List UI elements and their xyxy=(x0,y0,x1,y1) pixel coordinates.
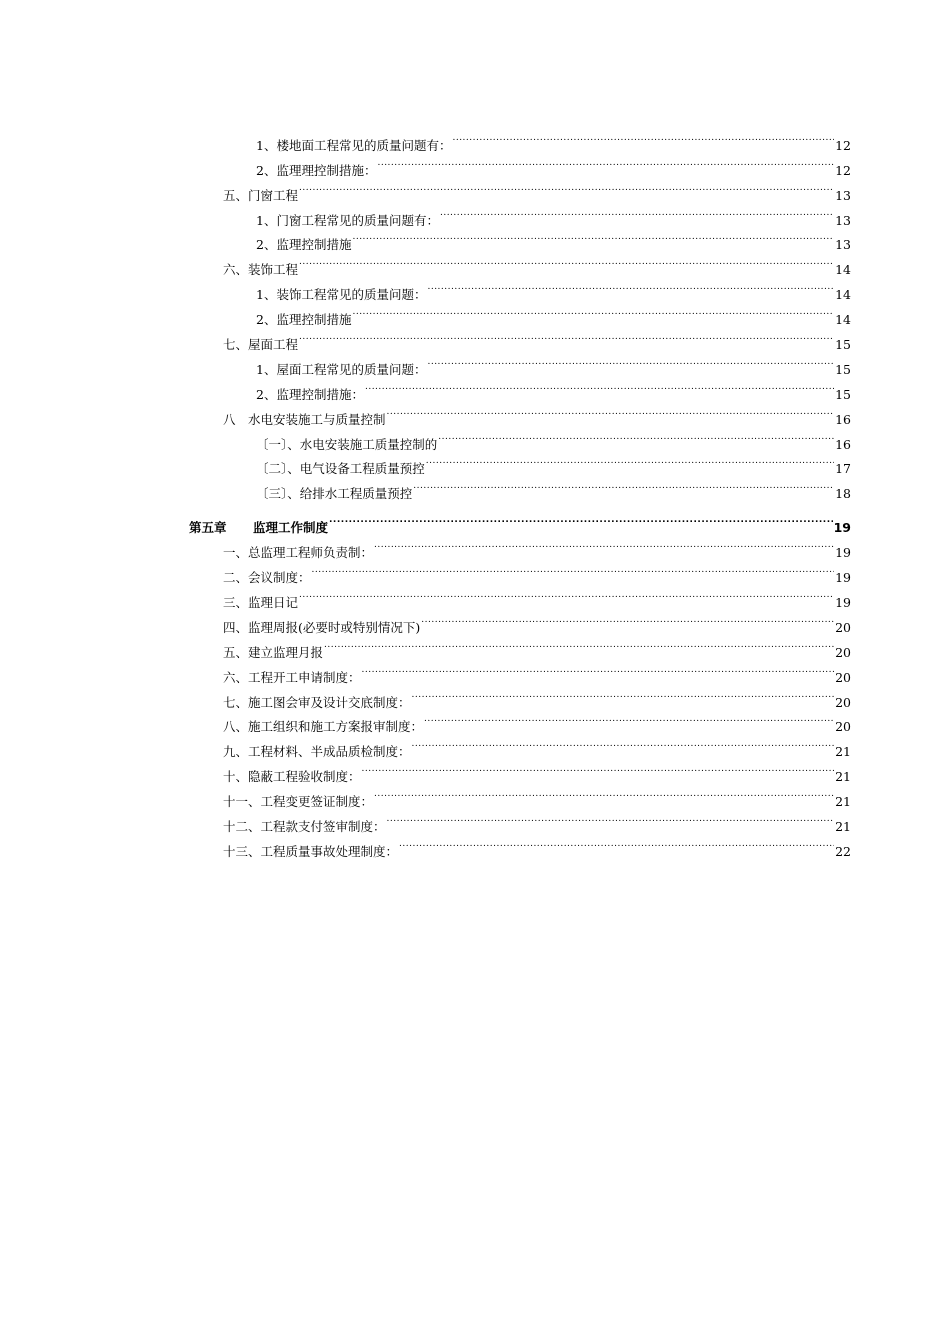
chapter-number: 第五章 xyxy=(189,520,227,536)
toc-entry-title: 五、建立监理月报 xyxy=(223,644,324,660)
toc-entry-page: 19 xyxy=(835,595,851,611)
toc-entry-page: 15 xyxy=(835,361,851,377)
toc-entry-page: 20 xyxy=(835,694,851,710)
toc-dot-leader xyxy=(411,731,835,756)
toc-dot-leader xyxy=(437,424,834,449)
chapter-title: 监理工作制度 xyxy=(253,520,329,536)
toc-entry-title: 十三、工程质量事故处理制度： xyxy=(223,843,399,859)
toc-entry-page: 13 xyxy=(835,237,851,253)
toc-dot-leader xyxy=(298,324,834,349)
toc-dot-leader xyxy=(323,632,834,657)
toc-entry[interactable] xyxy=(223,175,851,203)
toc-entry-page: 12 xyxy=(835,162,851,178)
toc-dot-leader xyxy=(298,582,834,607)
toc-dot-leader xyxy=(298,175,834,200)
toc-dot-leader xyxy=(364,374,834,399)
toc-dot-leader xyxy=(351,225,834,250)
toc-entry[interactable] xyxy=(256,125,851,153)
toc-entry[interactable] xyxy=(256,449,851,477)
toc-entry-title: 〔二〕、电气设备工程质量预控 xyxy=(256,461,425,477)
toc-entry-page: 14 xyxy=(835,262,851,278)
toc-entry-title: 〔三〕、给排水工程质量预控 xyxy=(256,486,413,502)
toc-dot-leader xyxy=(439,200,834,225)
toc-entry[interactable] xyxy=(256,299,851,328)
toc-entry-title: 五、门窗工程 xyxy=(223,187,299,203)
toc-entry-title: 2、监理控制措施 xyxy=(256,237,352,253)
toc-entry[interactable] xyxy=(223,607,851,635)
toc-dot-leader xyxy=(423,707,834,732)
toc-entry-title: 1、门窗工程常见的质量问题有： xyxy=(256,212,439,228)
toc-entry-title: 十、隐蔽工程验收制度： xyxy=(223,769,361,785)
toc-dot-leader xyxy=(425,449,834,474)
toc-dot-leader xyxy=(386,806,835,831)
toc-dot-leader xyxy=(412,473,834,498)
toc-entry[interactable] xyxy=(223,532,851,561)
toc-entry[interactable] xyxy=(223,682,851,710)
toc-entry[interactable] xyxy=(223,557,851,586)
toc-dot-leader xyxy=(398,831,834,856)
toc-entry-page: 18 xyxy=(835,486,851,502)
toc-entry-page: 19 xyxy=(835,570,851,586)
toc-dot-leader xyxy=(386,399,835,424)
toc-entry-page: 15 xyxy=(835,386,851,402)
toc-dot-leader xyxy=(411,682,835,707)
toc-entry-title: 六、工程开工申请制度： xyxy=(223,669,361,685)
toc-entry-page: 12 xyxy=(835,137,851,153)
toc-entry[interactable] xyxy=(256,150,851,178)
toc-entry[interactable] xyxy=(223,731,851,760)
toc-dot-leader xyxy=(451,125,834,150)
toc-dot-leader xyxy=(311,557,835,582)
toc-entry-page: 21 xyxy=(835,819,851,835)
toc-dot-leader xyxy=(298,249,834,274)
toc-entry[interactable] xyxy=(223,781,851,810)
toc-entry-title: 七、屋面工程 xyxy=(223,337,299,353)
toc-entry-title: 六、装饰工程 xyxy=(223,262,299,278)
toc-entry-page: 16 xyxy=(835,436,851,452)
toc-entry-title: 2、监理控制措施： xyxy=(256,386,364,402)
toc-entry-title: 一、总监理工程师负责制： xyxy=(223,545,374,561)
toc-entry-page: 20 xyxy=(835,719,851,735)
toc-entry-title: 九、工程材料、半成品质检制度： xyxy=(223,744,411,760)
toc-entry-title: 八 水电安装施工与质量控制 xyxy=(223,411,386,427)
toc-entry-page: 20 xyxy=(835,644,851,660)
toc-entry-page: 19 xyxy=(835,545,851,561)
toc-entry-page: 21 xyxy=(835,744,851,760)
toc-entry[interactable] xyxy=(223,632,851,660)
toc-dot-leader xyxy=(420,607,834,632)
table-of-contents xyxy=(0,125,950,859)
toc-entry-title: 1、屋面工程常见的质量问题： xyxy=(256,361,427,377)
toc-dot-leader xyxy=(376,150,834,175)
toc-entry-title: 三、监理日记 xyxy=(223,595,299,611)
toc-dot-leader xyxy=(426,274,834,299)
toc-entry-page: 16 xyxy=(835,411,851,427)
toc-dot-leader xyxy=(351,299,834,324)
toc-dot-leader xyxy=(361,756,835,781)
toc-entry-title: 十一、工程变更签证制度： xyxy=(223,794,374,810)
toc-entry-page: 14 xyxy=(835,287,851,303)
toc-entry[interactable] xyxy=(256,424,851,452)
toc-entry[interactable] xyxy=(223,582,851,611)
toc-entry[interactable] xyxy=(256,374,851,402)
toc-dot-leader xyxy=(426,349,834,374)
toc-entry-page: 19 xyxy=(833,520,851,536)
toc-entry-page: 14 xyxy=(835,312,851,328)
toc-entry[interactable] xyxy=(223,657,851,685)
toc-entry-title: 2、监理理控制措施： xyxy=(256,162,377,178)
toc-entry-title: 1、楼地面工程常见的质量问题有： xyxy=(256,137,452,153)
toc-entry[interactable] xyxy=(256,274,851,303)
toc-dot-leader xyxy=(361,657,835,682)
toc-entry[interactable] xyxy=(256,473,851,502)
toc-entry-title: 2、监理控制措施 xyxy=(256,312,352,328)
toc-entry-title: 二、会议制度： xyxy=(223,570,311,586)
toc-entry[interactable] xyxy=(223,324,851,353)
toc-dot-leader xyxy=(373,781,834,806)
toc-entry[interactable] xyxy=(223,806,851,835)
toc-entry-page: 13 xyxy=(835,187,851,203)
toc-entry[interactable] xyxy=(256,200,851,228)
toc-dot-leader xyxy=(328,506,833,532)
toc-entry[interactable] xyxy=(223,756,851,785)
toc-entry-page: 20 xyxy=(835,619,851,635)
toc-entry[interactable] xyxy=(256,225,851,253)
toc-entry[interactable] xyxy=(223,399,851,427)
toc-entry-page: 22 xyxy=(835,843,851,859)
toc-entry-page: 21 xyxy=(835,794,851,810)
toc-entry-page: 15 xyxy=(835,337,851,353)
toc-entry[interactable] xyxy=(223,831,851,859)
toc-entry-title: 四、监理周报(必要时或特别情况下) xyxy=(223,619,421,635)
toc-chapter-entry[interactable] xyxy=(189,506,851,536)
toc-entry[interactable] xyxy=(223,707,851,735)
toc-entry-title: 〔一〕、水电安装施工质量控制的 xyxy=(256,436,438,452)
toc-entry-title: 1、装饰工程常见的质量问题： xyxy=(256,287,427,303)
toc-dot-leader xyxy=(373,532,834,557)
toc-entry-title: 七、施工图会审及设计交底制度： xyxy=(223,694,411,710)
toc-entry-title: 十二、工程款支付签审制度： xyxy=(223,819,386,835)
toc-entry[interactable] xyxy=(256,349,851,377)
toc-entry[interactable] xyxy=(223,249,851,278)
toc-entry-page: 13 xyxy=(835,212,851,228)
toc-entry-page: 21 xyxy=(835,769,851,785)
toc-entry-page: 20 xyxy=(835,669,851,685)
toc-entry-title: 八、施工组织和施工方案报审制度： xyxy=(223,719,424,735)
toc-entry-page: 17 xyxy=(835,461,851,477)
